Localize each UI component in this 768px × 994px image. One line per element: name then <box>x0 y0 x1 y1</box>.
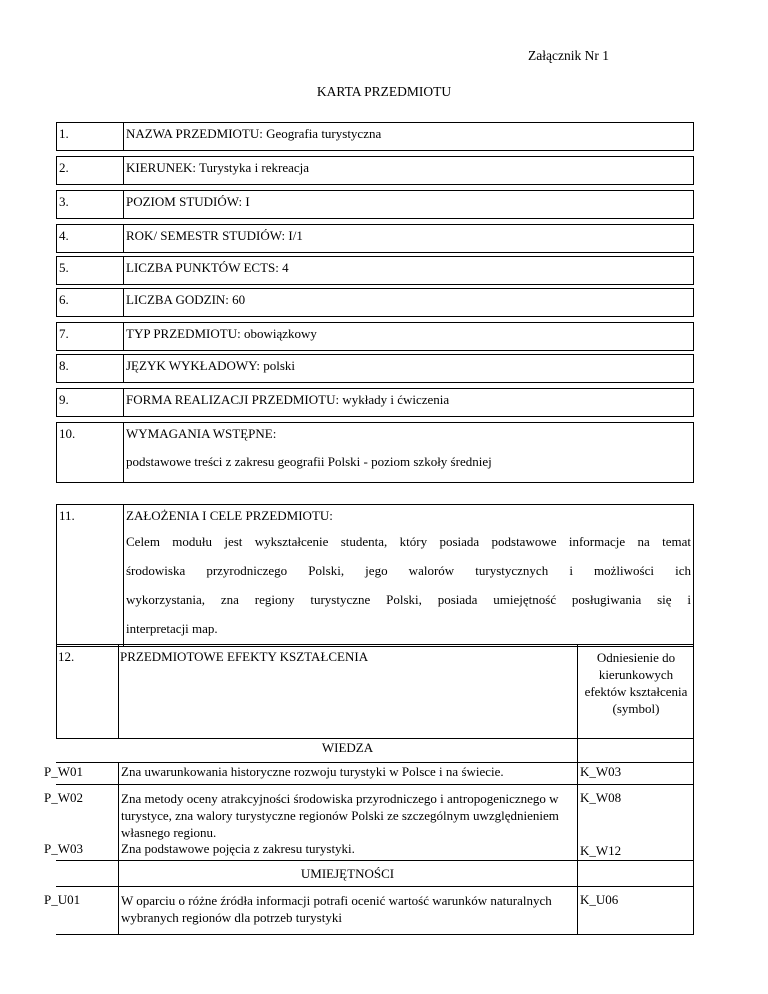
document-title: KARTA PRZEDMIOTU <box>316 84 452 99</box>
row-11-content <box>124 505 694 647</box>
divider <box>577 762 578 934</box>
row-number: 6. <box>57 289 124 317</box>
row-2 <box>56 156 694 185</box>
effect-text: Zna podstawowe pojęcia z zakresu turystyki. <box>121 841 355 856</box>
requirements-title: WYMAGANIA WSTĘPNE: <box>126 426 277 441</box>
divider <box>693 762 694 934</box>
row-text: JĘZYK WYKŁADOWY: polski <box>124 355 694 383</box>
goals-title: ZAŁOŻENIA I CELE PRZEDMIOTU: <box>126 508 333 523</box>
row-number: 2. <box>57 157 124 185</box>
row-number: 9. <box>57 389 124 417</box>
divider <box>56 886 694 887</box>
effect-code: P_W01 <box>44 764 83 779</box>
effect-ref: K_W03 <box>580 764 622 779</box>
row-11 <box>56 504 694 647</box>
effect-ref: K_U06 <box>580 892 619 907</box>
row-number: 12. <box>58 649 75 664</box>
goals-line: Celem modułu jest wykształcenie studenta, który posiada podstawowe informacje na temat <box>126 534 691 549</box>
goals-text <box>126 527 691 643</box>
effect-ref: K_W12 <box>580 843 622 858</box>
divider <box>118 644 119 738</box>
row-text: KIERUNEK: Turystyka i rekreacja <box>124 157 694 185</box>
goals-line: środowiska przyrodniczego Polski, jego walorów turystycznych i możliwości ich <box>126 563 691 578</box>
annex-label: Załącznik Nr 1 <box>528 48 609 63</box>
row-10 <box>56 422 694 483</box>
row-text: LICZBA GODZIN: 60 <box>124 289 694 317</box>
row-10-content <box>124 423 694 483</box>
divider <box>56 784 694 785</box>
effect-text: W oparciu o różne źródła informacji potrafi ocenić wartość warunków naturalnych wybranych regionów dla potrzeb turystyki <box>121 893 552 925</box>
row-text: NAZWA PRZEDMIOTU: Geografia turystyczna <box>124 123 694 151</box>
effect-code: P_W03 <box>44 841 83 856</box>
row-text: LICZBA PUNKTÓW ECTS: 4 <box>124 257 694 285</box>
row-5 <box>56 256 694 285</box>
row-7 <box>56 322 694 351</box>
row-number: 4. <box>57 225 124 253</box>
row-number: 11. <box>57 505 124 647</box>
row-number: 3. <box>57 191 124 219</box>
row-text: POZIOM STUDIÓW: I <box>124 191 694 219</box>
divider <box>118 762 119 934</box>
goals-line: wykorzystania, zna regiony turystyczne Polski, posiada umiejętność posługiwania się i <box>126 592 691 607</box>
row-number: 10. <box>57 423 124 483</box>
row-number: 1. <box>57 123 124 151</box>
reference-header: Odniesienie do kierunkowych efektów kształcenia (symbol) <box>584 650 688 716</box>
requirements-text: podstawowe treści z zakresu geografii Polski - poziom szkoły średniej <box>126 454 492 469</box>
effects-title: PRZEDMIOTOWE EFEKTY KSZTAŁCENIA <box>120 649 369 664</box>
effect-text: Zna uwarunkowania historyczne rozwoju turystyki w Polsce i na świecie. <box>121 764 504 779</box>
effect-ref: K_W08 <box>580 790 622 805</box>
divider <box>577 738 578 762</box>
row-text: FORMA REALIZACJI PRZEDMIOTU: wykłady i ćwiczenia <box>124 389 694 417</box>
divider <box>577 644 578 738</box>
row-text: TYP PRZEDMIOTU: obowiązkowy <box>124 323 694 351</box>
row-number: 8. <box>57 355 124 383</box>
effect-code: P_U01 <box>44 892 81 907</box>
divider <box>56 934 694 935</box>
effect-text: Zna metody oceny atrakcyjności środowiska przyrodniczego i antropogenicznego w turystyce, zna walory turystyczne regionów Polski ze szczególnym uwzględnieniem własnego regionu. <box>121 791 559 840</box>
row-number: 7. <box>57 323 124 351</box>
row-number: 5. <box>57 257 124 285</box>
section-knowledge: WIEDZA <box>321 740 374 755</box>
goals-line: interpretacji map. <box>126 621 218 636</box>
effects-section <box>0 644 768 934</box>
row-4 <box>56 224 694 253</box>
row-8 <box>56 354 694 383</box>
effect-code: P_W02 <box>44 790 83 805</box>
row-text: ROK/ SEMESTR STUDIÓW: I/1 <box>124 225 694 253</box>
divider <box>56 860 694 861</box>
row-1 <box>56 122 694 151</box>
row-3 <box>56 190 694 219</box>
row-9 <box>56 388 694 417</box>
row-6 <box>56 288 694 317</box>
section-skills: UMIEJĘTNOŚCI <box>300 866 395 881</box>
